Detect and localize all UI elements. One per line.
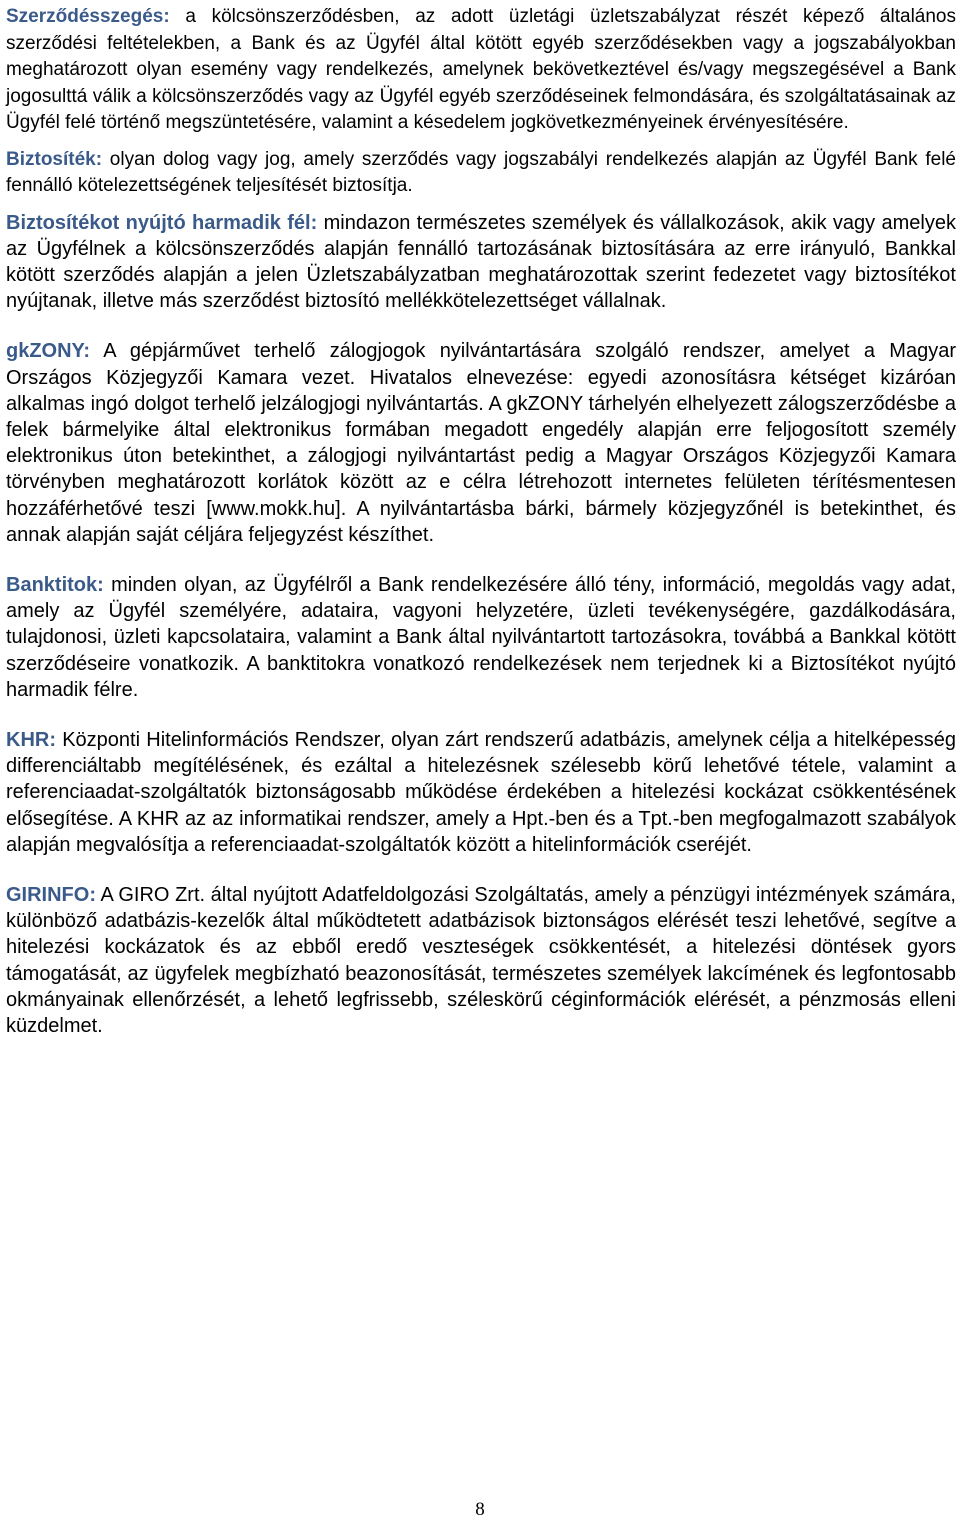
definition-text: minden olyan, az Ügyfélről a Bank rendelkezésére álló tény, információ, megoldás vagy adat, amely az Ügyfél személyére, adataira, vagyoni helyzetére, üzleti tevékenységére, gazdálkodására, tulajdonosi, üzleti kapcsolataira, valamint a Bank által nyilvántartott tartozásokra, továbbá a Bankkal kötött szerződéseire vonatkozik. A banktitokra vonatkozó rendelkezések nem terjednek ki a Biztosítékot nyújtó harmadik félre. bbox=[6, 573, 956, 701]
definition-text: a kölcsönszerződésben, az adott üzletági üzletszabályzat részét képező általános szerződési feltételekben, a Bank és az Ügyfél által kötött egyéb szerződésekben vagy a jogszabályokban meghatározott olyan esemény vagy rendelkezés, amelynek bekövetkeztével és/vagy megszegésével a Bank jogosulttá válik a kölcsönszerződés vagy az Ügyfél egyéb szerződéseinek felmondására, és szolgáltatásainak az Ügyfél felé történő megszüntetésére, valamint a késedelem jogkövetkezményeinek érvényesítésére. bbox=[6, 6, 956, 133]
definition-text: olyan dolog vagy jog, amely szerződés vagy jogszabályi rendelkezés alapján az Ügyfél Bank felé fennálló kötelezettségének teljesítését biztosítja. bbox=[6, 148, 956, 196]
definition-term: Biztosíték: bbox=[6, 148, 103, 170]
definition-text: A gépjárművet terhelő zálogjogok nyilvántartására szolgáló rendszer, amelyet a Magyar Országos Közjegyzői Kamara vezet. Hivatalos elnevezése: egyedi azonosításra kétséget kizáróan alkalmas ingó dolgot terhelő jelzálogjogi nyilvántartás. A gkZONY tárhelyén elhelyezett zálogszerződésbe a felek bármelyike által elektronikus formában megadott engedély alapján erre feljogosított személy elektronikus úton betekinthet, a zálogjogi nyilvántartást pedig a Magyar Országos Közjegyzői Kamara törvényben meghatározott korlátok között az e célra létrehozott internetes felületen térítésmentesen hozzáférhetővé teszi [www.mokk.hu]. A nyilvántartásba bárki, bármely közjegyzőnél is betekinthet, és annak alapján saját céljára feljegyzést készíthet. bbox=[6, 340, 956, 546]
definition-szerzodesszeges bbox=[6, 4, 956, 137]
definition-text: Központi Hitelinformációs Rendszer, olyan zárt rendszerű adatbázis, amelynek célja a hitelképesség differenciáltabb megítélésének, és ezáltal a hitelezésnek szélesebb körű lehetővé tétele, valamint a referenciaadat-szolgáltatók biztonságosabb működése érdekében a hitelezési kockázat csökkentésének elősegítése. A KHR az az informatikai rendszer, amely a Hpt.-ben és a Tpt.-ben megfogalmazott szabályok alapján megvalósítja a referenciaadat-szolgáltatók között a hitelinformációk cseréjét. bbox=[6, 728, 956, 856]
definition-khr bbox=[6, 727, 956, 858]
definition-term: gkZONY: bbox=[6, 340, 91, 363]
definition-term: KHR: bbox=[6, 728, 56, 751]
definition-term: Biztosítékot nyújtó harmadik fél: bbox=[6, 211, 318, 234]
definition-term: Szerződésszegés: bbox=[6, 6, 170, 27]
definition-text: A GIRO Zrt. által nyújtott Adatfeldolgozási Szolgáltatás, amely a pénzügyi intézmények számára, különböző adatbázis-kezelők által működtetett adatbázisok biztonságos elérését teszi lehetővé, segítve a hitelezési kockázatok és az ebből eredő veszteségek csökkentését, a hitelezési döntések gyors támogatását, az ügyfelek megbízható beazonosítását, természetes személyek lakcímének és legfontosabb okmányainak ellenőrzését, a lehető legfrissebb, széleskörű céginformációk elérését, a pénzmosás elleni küzdelmet. bbox=[6, 883, 956, 1037]
definition-banktitok bbox=[6, 572, 956, 703]
definition-girinfo bbox=[6, 882, 956, 1039]
definition-biztositek bbox=[6, 147, 956, 200]
definition-text: mindazon természetes személyek és vállalkozások, akik vagy amelyek az Ügyfélnek a kölcsönszerződés alapján fennálló tartozásának biztosítására az erre irányuló, Bankkal kötött szerződés alapján a jelen Üzletszabályzatban meghatározottak szerint fedezetet vagy biztosítékot nyújtanak, illetve más szerződést biztosító mellékkötelezettséget vállalnak. bbox=[6, 211, 956, 313]
definition-term: Banktitok: bbox=[6, 573, 104, 596]
definition-biztositekot-nyujto-harmadik-fel bbox=[6, 210, 956, 315]
page-number: 8 bbox=[475, 1499, 485, 1520]
definition-term: GIRINFO: bbox=[6, 883, 96, 906]
definition-gkzony bbox=[6, 338, 956, 548]
document-page bbox=[6, 4, 956, 1039]
